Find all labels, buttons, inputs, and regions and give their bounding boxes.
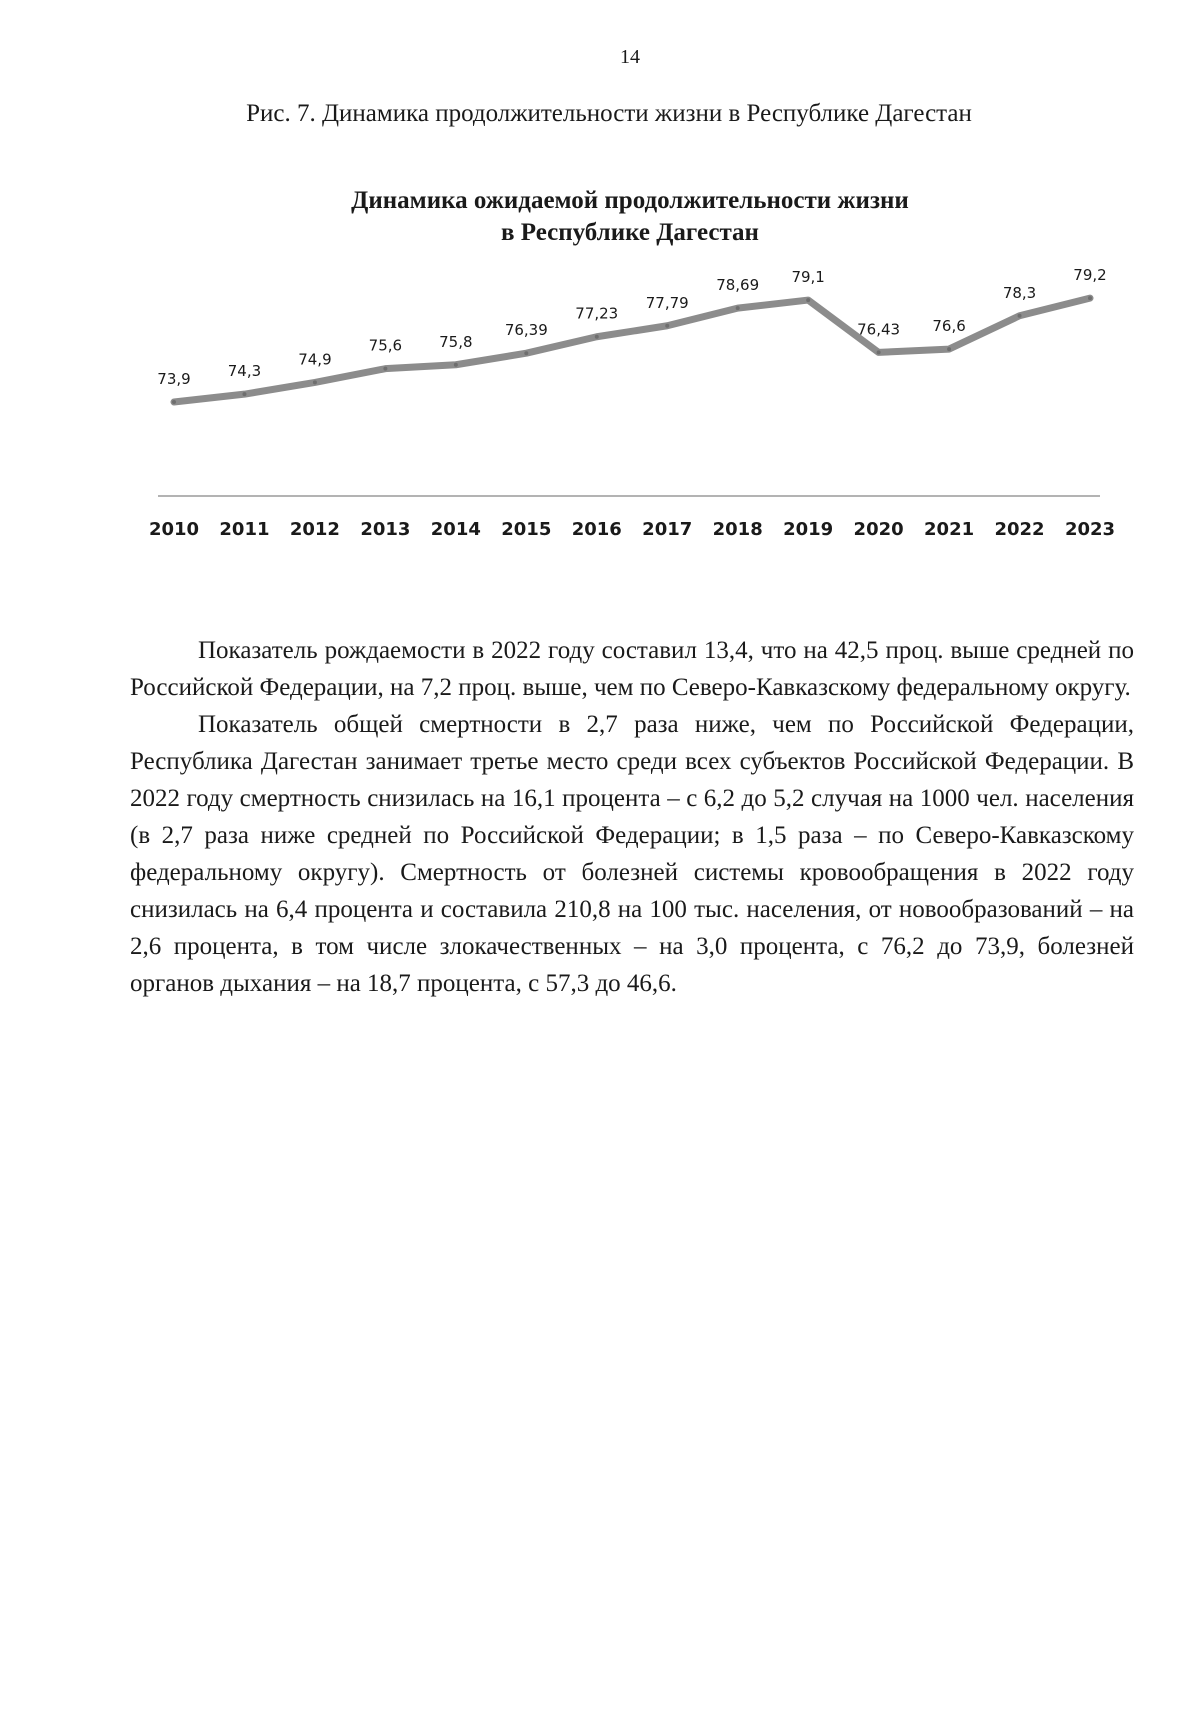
body-text — [130, 632, 1134, 1002]
x-tick-label-2018: 2018 — [712, 519, 763, 540]
data-labels-group — [157, 266, 1106, 388]
paragraph: Показатель общей смертности в 2,7 раза ниже, чем по Российской Федерации, Республика Дагестан занимает третье место среди всех субъектов Российской Федерации. В 2022 году смертность снизилась на 16,1 процента – с 6,2 до 5,2 случая на 1000 чел. населения (в 2,7 раза ниже средней по Российской Федерации; в 1,5 раза – по Северо-Кавказскому федеральному округу). Смертность от болезней системы кровообращения в 2022 году снизилась на 6,4 процента и составила 210,8 на 100 тыс. населения, от новообразований – на 2,6 процента, в том числе злокачественных – на 3,0 процента, с 76,2 до 73,9, болезней органов дыхания – на 18,7 процента, с 57,3 до 46,6. — [130, 711, 1134, 997]
data-label-2022: 78,3 — [1002, 283, 1037, 302]
data-label-2023: 79,2 — [1073, 266, 1107, 285]
data-point-2020 — [877, 350, 881, 354]
data-point-2014 — [454, 363, 458, 367]
paragraph: Показатель рождаемости в 2022 году составил 13,4, что на 42,5 проц. выше средней по Российской Федерации, на 7,2 проц. выше, чем по Северо-Кавказскому федеральному округу. — [130, 637, 1134, 701]
data-point-2013 — [383, 367, 387, 371]
x-tick-label-2015: 2015 — [501, 519, 552, 540]
x-tick-label-2021: 2021 — [924, 519, 975, 540]
data-label-2011: 74,3 — [227, 362, 262, 381]
x-tick-labels-group — [149, 519, 1115, 540]
x-tick-label-2022: 2022 — [994, 519, 1045, 540]
data-label-2020: 76,43 — [857, 320, 901, 339]
x-tick-label-2014: 2014 — [430, 519, 481, 540]
data-label-2014: 75,8 — [439, 332, 473, 351]
x-tick-label-2017: 2017 — [642, 519, 693, 540]
x-tick-label-2010: 2010 — [148, 519, 200, 540]
data-point-2017 — [665, 324, 669, 328]
data-label-2021: 76,6 — [932, 317, 966, 336]
page-number: 14 — [620, 46, 640, 68]
x-tick-label-2013: 2013 — [360, 519, 411, 540]
data-point-2018 — [736, 306, 740, 310]
x-tick-label-2023: 2023 — [1064, 519, 1116, 540]
data-label-2018: 78,69 — [716, 276, 760, 295]
data-label-2010: 73,9 — [157, 370, 191, 388]
chart-title-line-1: Динамика ожидаемой продолжительности жизни — [351, 187, 909, 214]
data-point-2021 — [947, 347, 951, 351]
x-tick-label-2020: 2020 — [853, 519, 904, 540]
life-expectancy-chart — [0, 180, 1200, 550]
x-tick-label-2011: 2011 — [219, 519, 270, 540]
data-point-2022 — [1018, 314, 1022, 318]
data-point-2016 — [595, 335, 599, 339]
data-point-2012 — [313, 380, 317, 384]
data-point-2010 — [172, 400, 176, 404]
data-label-2013: 75,6 — [368, 336, 403, 355]
data-label-2019: 79,1 — [791, 268, 825, 287]
data-label-2015: 76,39 — [504, 321, 548, 340]
data-point-2011 — [242, 392, 246, 396]
data-point-2015 — [524, 351, 528, 355]
x-tick-label-2016: 2016 — [571, 519, 622, 540]
data-label-2016: 77,23 — [575, 304, 619, 323]
data-label-2012: 74,9 — [298, 350, 332, 369]
data-point-2023 — [1088, 296, 1092, 300]
x-tick-label-2019: 2019 — [783, 519, 834, 540]
chart-title-line-2: в Республике Дагестан — [501, 219, 759, 246]
data-label-2017: 77,79 — [645, 293, 689, 312]
figure-caption: Рис. 7. Динамика продолжительности жизни в Республике Дагестан — [246, 100, 972, 127]
data-point-2019 — [806, 298, 810, 302]
x-tick-label-2012: 2012 — [289, 519, 340, 540]
